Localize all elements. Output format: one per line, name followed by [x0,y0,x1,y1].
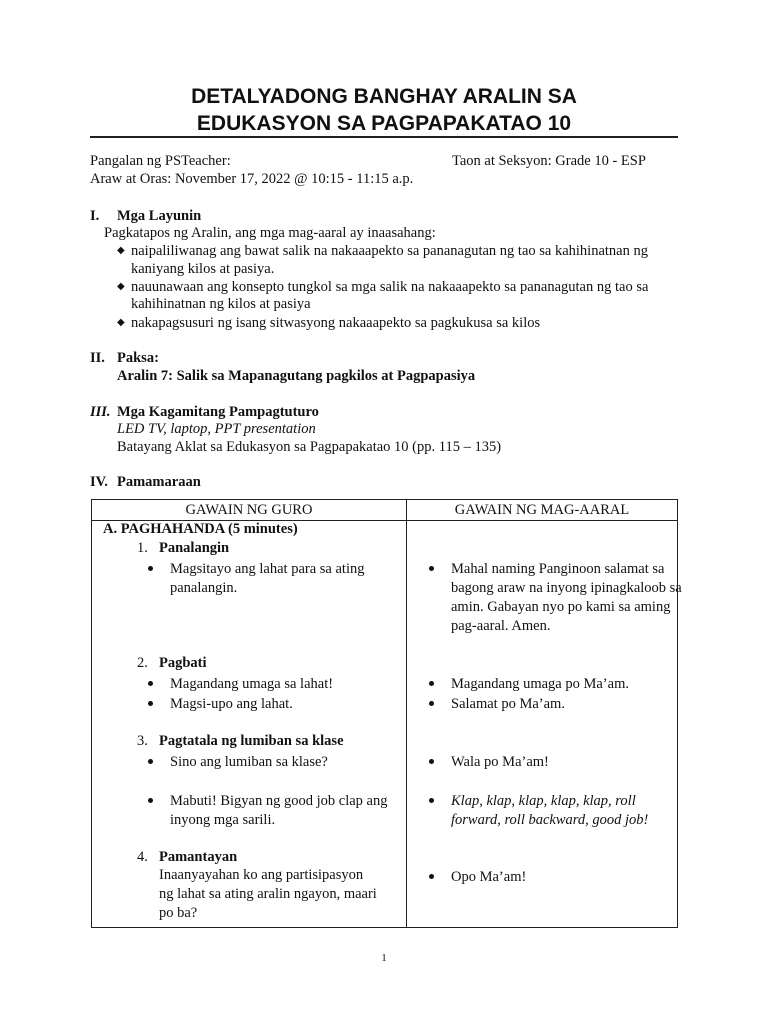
item-title-panalangin: Panalangin [159,540,230,556]
objective-3-line1: nakapagsusuri ng isang sitwasyong nakaaapekto sa pagkukusa sa kilos [131,315,541,331]
objectives-intro: Pagkatapos ng Aralin, ang mga mag-aaral ay inaasahang: [104,225,436,241]
objective-2-line1: nauunawaan ang konsepto tungkol sa mga salik na nakaaapekto sa pananagutan ng tao sa [131,279,649,295]
bullet-dot-icon [429,681,434,686]
section-numeral-3: III. [90,404,111,420]
column-header-teacher: GAWAIN NG GURO [92,500,407,521]
document-title-line2: EDUKASYON SA PAGPAPAKATAO 10 [196,112,572,135]
student-clap-line1: Klap, klap, klap, klap, klap, roll [451,793,636,809]
student-greet-1: Magandang umaga po Ma’am. [451,676,629,692]
item-title-pagtatala: Pagtatala ng lumiban sa klase [159,733,344,749]
section-label: Taon at Seksyon: Grade 10 - ESP [452,153,646,169]
title-divider [90,136,678,138]
teacher-mabuti-line2: inyong mga sarili. [170,812,276,828]
student-greet-2: Salamat po Ma’am. [451,696,565,712]
student-opo-answer: Opo Ma’am! [451,869,527,885]
item-number-1: 1. [137,540,148,556]
bullet-dot-icon [148,759,153,764]
item-title-pagbati: Pagbati [159,655,207,671]
materials-line2: Batayang Aklat sa Edukasyon sa Pagpapakatao 10 (pp. 115 – 135) [117,439,502,455]
part-a-heading: A. PAGHAHANDA (5 minutes) [103,521,298,537]
student-prayer-line3: amin. Gabayan nyo po kami sa aming [451,599,671,615]
bullet-dot-icon [429,874,434,879]
teacher-pagbati-1: Magandang umaga sa lahat! [170,676,334,692]
diamond-bullet-icon: ◆ [117,245,125,256]
bullet-dot-icon [148,681,153,686]
section-numeral-2: II. [90,350,105,366]
teacher-pamantayan-line2: ng lahat sa ating aralin ngayon, maari [159,886,377,902]
objective-2-line2: kahihinatnan ng kilos at pasiya [131,296,311,312]
teacher-pamantayan-line1: Inaanyayahan ko ang partisipasyon [159,867,364,883]
teacher-pamantayan-line3: po ba? [159,905,198,921]
bullet-dot-icon [429,759,434,764]
bullet-dot-icon [148,701,153,706]
student-prayer-line2: bagong araw na inyong ipinagkaloob sa [451,580,682,596]
column-header-student: GAWAIN NG MAG-AARAL [407,500,678,521]
section-heading-pamamaraan: Pamamaraan [117,474,201,490]
section-heading-kagamitan: Mga Kagamitang Pampagtuturo [117,404,319,420]
item-number-4: 4. [137,849,148,865]
materials-line1: LED TV, laptop, PPT presentation [117,421,316,437]
diamond-bullet-icon: ◆ [117,317,125,328]
student-prayer-line4: pag-aaral. Amen. [451,618,551,634]
section-heading-paksa: Paksa: [117,350,159,366]
topic-text: Aralin 7: Salik sa Mapanagutang pagkilos at Pagpapasiya [117,368,476,384]
diamond-bullet-icon: ◆ [117,281,125,292]
section-numeral-1: I. [90,208,100,224]
item-title-pamantayan: Pamantayan [159,849,238,865]
date-time-label: Araw at Oras: November 17, 2022 @ 10:15 - 11:15 a.p. [90,171,414,187]
student-prayer-line1: Mahal naming Panginoon salamat sa [451,561,665,577]
bullet-dot-icon [148,798,153,803]
teacher-lumiban-question: Sino ang lumiban sa klase? [170,754,328,770]
teacher-name-label: Pangalan ng PSTeacher: [90,153,231,169]
document-title-line1: DETALYADONG BANGHAY ARALIN SA [191,85,577,108]
section-heading-layunin: Mga Layunin [117,208,202,224]
teacher-pagbati-2: Magsi-upo ang lahat. [170,696,293,712]
objective-1-line1: naipaliliwanag ang bawat salik na nakaaapekto sa pananagutan ng tao sa kahihinatnan ng [131,243,648,259]
item-number-2: 2. [137,655,148,671]
bullet-dot-icon [429,701,434,706]
student-absent-answer: Wala po Ma’am! [451,754,549,770]
teacher-mabuti-line1: Mabuti! Bigyan ng good job clap ang [170,793,388,809]
page-number: 1 [381,952,387,964]
bullet-dot-icon [429,798,434,803]
bullet-dot-icon [148,566,153,571]
teacher-panalangin-line1: Magsitayo ang lahat para sa ating [170,561,365,577]
bullet-dot-icon [429,566,434,571]
item-number-3: 3. [137,733,148,749]
student-clap-line2: forward, roll backward, good job! [451,812,649,828]
section-numeral-4: IV. [90,474,108,490]
teacher-panalangin-line2: panalangin. [170,580,238,596]
objective-1-line2: kaniyang kilos at pasiya. [131,261,275,277]
